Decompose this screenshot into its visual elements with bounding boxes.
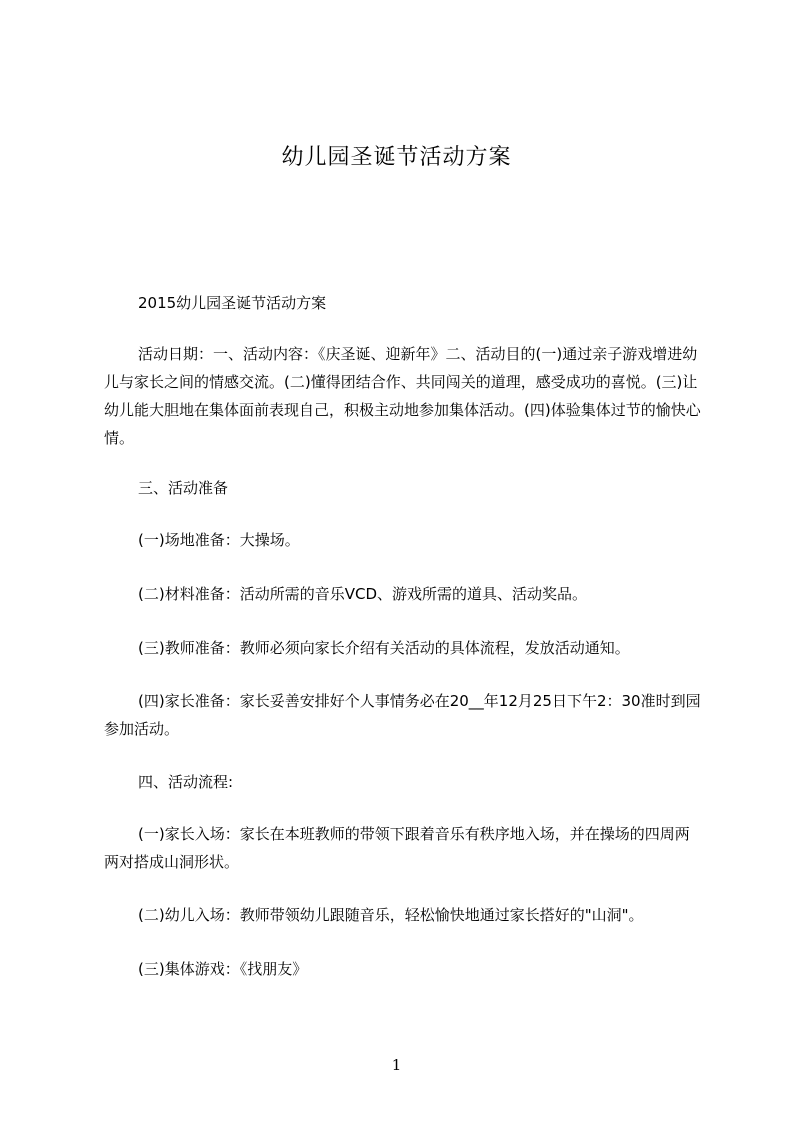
paragraph-subtitle: 2015幼儿园圣诞节活动方案 <box>138 294 327 312</box>
page-number: 1 <box>391 1056 402 1074</box>
paragraph-materials-preparation: (二)材料准备：活动所需的音乐VCD、游戏所需的道具、活动奖品。 <box>138 585 587 603</box>
paragraph-group-game: (三)集体游戏：《找朋友》 <box>138 960 308 978</box>
paragraph-activity-overview: 活动日期：一、活动内容：《庆圣诞、迎新年》二、活动目的(一)通过亲子游戏增进幼儿与家长之间的情感交流。(二)懂得团结合作、共同闯关的道理，感受成功的喜悦。(三)让幼儿能大胆地在集体面前表现自己，积极主动地参加集体活动。(四)体验集体过节的愉快心情。 <box>104 345 701 447</box>
paragraph-parents-entry: (一)家长入场：家长在本班教师的带领下跟着音乐有秩序地入场，并在操场的四周两两对搭成山洞形状。 <box>104 825 690 871</box>
page-title: 幼儿园圣诞节活动方案 <box>281 145 512 170</box>
paragraph-teacher-preparation: (三)教师准备：教师必须向家长介绍有关活动的具体流程，发放活动通知。 <box>138 639 630 657</box>
paragraph-children-entry: (二)幼儿入场：教师带领幼儿跟随音乐，轻松愉快地通过家长搭好的"山洞"。 <box>138 906 644 924</box>
section-heading-preparation: 三、活动准备 <box>138 479 229 497</box>
paragraph-parent-preparation: (四)家长准备：家长妥善安排好个人事情务必在20__年12月25日下午2：30准时到园参加活动。 <box>104 692 701 738</box>
section-heading-process: 四、活动流程: <box>138 773 234 791</box>
paragraph-venue-preparation: (一)场地准备：大操场。 <box>138 531 300 549</box>
